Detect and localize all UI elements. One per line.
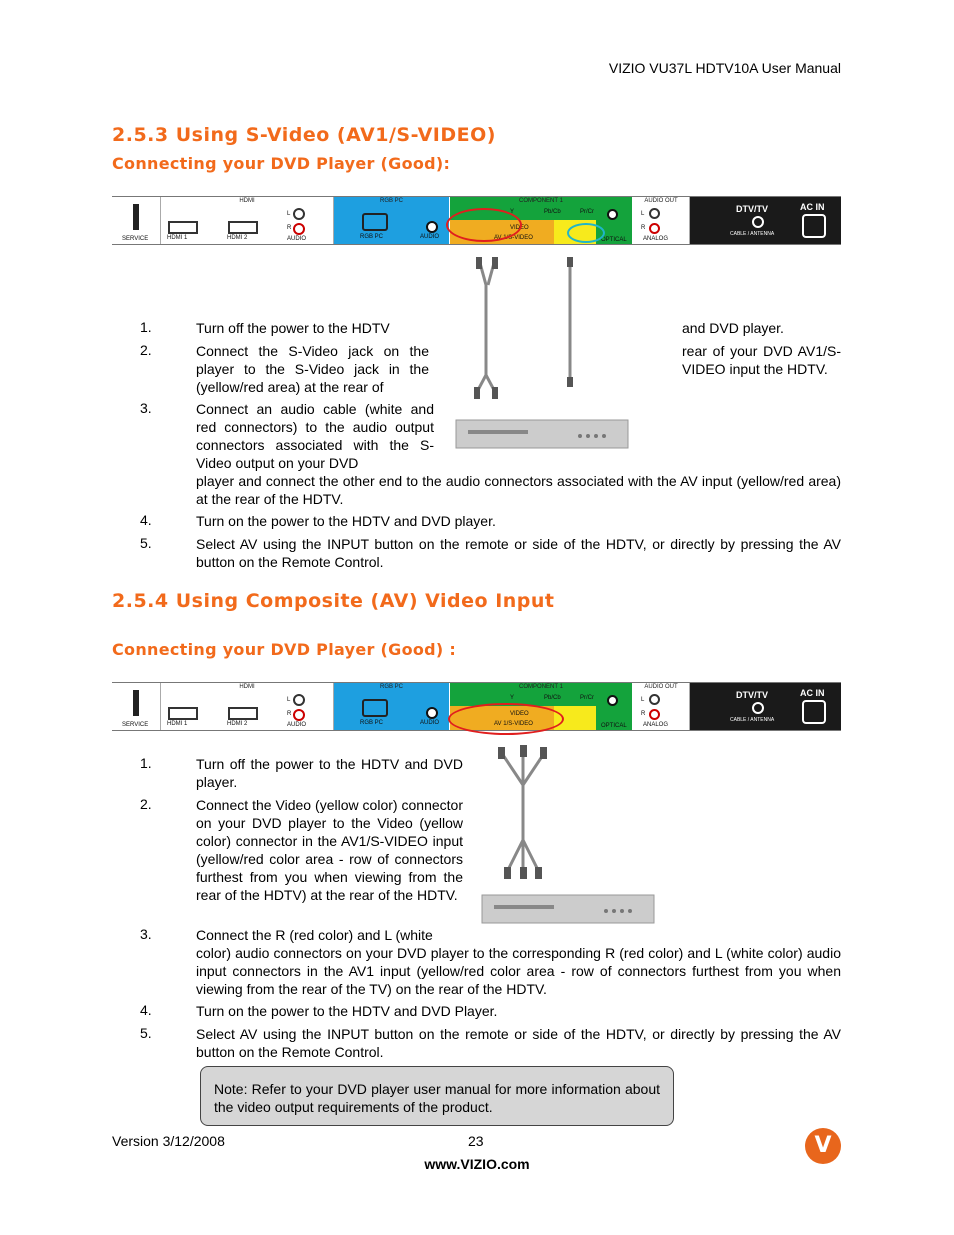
hdmi1-port-icon: [168, 707, 198, 720]
r-label: R: [287, 225, 292, 231]
s1-step3-num: 3.: [140, 400, 152, 416]
s2-step3-text-cont: color) audio connectors on your DVD player to the corresponding R (red color) and L (white color) audio input connectors in the AV1 input (yellow/red color area - row of connectors furthest from you when viewing from the rear of the TV) on the rear of the HDTV.: [196, 945, 841, 997]
hdmi2-label: HDMI 2: [227, 721, 248, 727]
av-label: AV 1/S-VIDEO: [494, 721, 533, 727]
service-label: SERVICE: [122, 722, 149, 728]
s1-step2-num: 2.: [140, 342, 152, 358]
hdmi1-port-icon: [168, 221, 198, 234]
service-segment: [112, 197, 161, 244]
service-label: SERVICE: [122, 236, 149, 242]
rgb-label: RGB PC: [360, 720, 384, 726]
s1-step4-num: 4.: [140, 512, 152, 528]
pc-audio-label: AUDIO: [420, 234, 440, 240]
comp-jack-icon: [607, 695, 618, 706]
out-l-jack-icon: [649, 208, 660, 219]
hdmi2-port-icon: [228, 221, 258, 234]
pc-audio-label: AUDIO: [420, 720, 440, 726]
rgb-label: RGB PC: [360, 234, 384, 240]
section-heading-svideo: 2.5.3 Using S-Video (AV1/S-VIDEO): [112, 124, 496, 146]
audio-l-jack-icon: [293, 208, 305, 220]
hdmi-label: HDMI: [239, 198, 255, 204]
s1-step5-num: 5.: [140, 535, 152, 551]
s1-step1-num: 1.: [140, 319, 152, 335]
ac-label: AC IN: [800, 202, 825, 212]
highlight-circle-composite: [448, 703, 564, 735]
ac-label: AC IN: [800, 688, 825, 698]
audio-label: AUDIO: [287, 722, 307, 728]
out-r-jack-icon: [649, 223, 660, 234]
pr-label: Pr/Cr: [580, 695, 594, 701]
out-r-jack-icon: [649, 709, 660, 720]
comp-jack-icon: [607, 209, 618, 220]
vga-port-icon: [362, 699, 388, 717]
cable-label: CABLE / ANTENNA: [730, 717, 775, 723]
component-label: COMPONENT 1: [519, 684, 563, 690]
s2-step1-num: 1.: [140, 755, 152, 771]
optical-label: OPTICAL: [601, 237, 627, 243]
audio-r-jack-icon: [293, 709, 305, 721]
rear-panel-diagram-2: [112, 682, 841, 731]
av-label: AV 1/S-VIDEO: [494, 235, 533, 241]
pb-label: Pb/Cb: [544, 695, 561, 701]
r-label: R: [287, 711, 292, 717]
audio-out-label: AUDIO OUT: [644, 684, 678, 690]
service-port-icon: [133, 690, 139, 716]
l-label: L: [287, 211, 291, 217]
vizio-logo-icon: V: [805, 1128, 841, 1164]
hdmi1-label: HDMI 1: [167, 721, 188, 727]
s2-step4-text: Turn on the power to the HDTV and DVD Player.: [196, 1003, 498, 1019]
s1-step2-text-right: rear of your DVD AV1/S-VIDEO input the HDTV.: [682, 343, 841, 377]
section-heading-composite: 2.5.4 Using Composite (AV) Video Input: [112, 590, 555, 612]
audio-out-label: AUDIO OUT: [644, 198, 678, 204]
out-r-label: R: [641, 225, 646, 231]
optical-label: OPTICAL: [601, 723, 627, 729]
rear-panel-diagram-1: [112, 196, 841, 245]
cable-label: CABLE / ANTENNA: [730, 231, 775, 237]
rgb-segment: [334, 683, 449, 730]
dtv-segment: [690, 197, 841, 244]
hdmi-segment: [161, 683, 334, 730]
svideo-cable-dvd-illustration: [450, 255, 640, 465]
hdmi-segment: [161, 197, 334, 244]
pb-label: Pb/Cb: [544, 209, 561, 215]
dtv-label: DTV/TV: [736, 204, 769, 214]
y-label: Y: [510, 209, 515, 215]
s2-step5-text: Select AV using the INPUT button on the remote or side of the HDTV, or directly by pressing the AV button on the Remote Control.: [196, 1026, 841, 1060]
subheading-dvd-good-2: Connecting your DVD Player (Good) :: [112, 640, 457, 659]
s1-step3-text: Connect an audio cable (white and red connectors) to the audio output connectors associated with the S-Video output on your DVD: [196, 401, 434, 471]
rgb-segment: [334, 197, 449, 244]
out-l-label: L: [641, 211, 645, 217]
out-l-label: L: [641, 697, 645, 703]
hdmi-label: HDMI: [239, 684, 255, 690]
antenna-jack-icon: [752, 702, 764, 714]
y-label: Y: [510, 695, 515, 701]
footer-version: Version 3/12/2008: [112, 1133, 225, 1149]
dtv-label: DTV/TV: [736, 690, 769, 700]
audio-l-jack-icon: [293, 694, 305, 706]
highlight-circle-av: [446, 208, 522, 242]
out-l-jack-icon: [649, 694, 660, 705]
hdmi2-port-icon: [228, 707, 258, 720]
audio-out-segment: [633, 683, 690, 730]
rgb-top-label: RGB PC: [379, 198, 403, 204]
analog-label: ANALOG: [643, 236, 669, 242]
s1-step1-text: Turn off the power to the HDTV: [196, 320, 390, 336]
manual-title: VIZIO VU37L HDTV10A User Manual: [608, 60, 841, 76]
hdmi2-label: HDMI 2: [227, 235, 248, 241]
subheading-dvd-good: Connecting your DVD Player (Good):: [112, 154, 451, 173]
hdmi1-label: HDMI 1: [167, 235, 188, 241]
dtv-segment: [690, 683, 841, 730]
s2-step3-num: 3.: [140, 926, 152, 942]
s2-step2-text: Connect the Video (yellow color) connector on your DVD player to the Video (yellow color) connector in the AV1/S-VIDEO input (yellow/red color area - row of connectors furthest from you when viewing from the rear of the HDTV) at the rear of the HDTV.: [196, 797, 463, 903]
audio-out-segment: [633, 197, 690, 244]
service-port-icon: [133, 204, 139, 230]
audio-label: AUDIO: [287, 236, 307, 242]
highlight-circle-svideo: [567, 223, 605, 243]
pr-label: Pr/Cr: [580, 209, 594, 215]
ac-socket-icon: [802, 214, 826, 238]
out-r-label: R: [641, 711, 646, 717]
s2-step3-text: Connect the R (red color) and L (white: [196, 927, 433, 943]
antenna-jack-icon: [752, 216, 764, 228]
s1-step5-text: Select AV using the INPUT button on the remote or side of the HDTV, or directly by pressing the AV button on the Remote Control.: [196, 536, 841, 570]
audio-r-jack-icon: [293, 223, 305, 235]
l-label: L: [287, 697, 291, 703]
s1-step3-text-cont: player and connect the other end to the audio connectors associated with the AV input (yellow/red area) at the rear of the HDTV.: [196, 473, 841, 507]
component-label: COMPONENT 1: [519, 198, 563, 204]
vga-port-icon: [362, 213, 388, 231]
s1-step1-text-right: and DVD player.: [682, 320, 784, 336]
composite-cable-dvd-illustration: [478, 745, 663, 935]
s2-step4-num: 4.: [140, 1002, 152, 1018]
pc-audio-jack-icon: [426, 707, 438, 719]
note-box: Note: Refer to your DVD player user manual for more information about the video output requirements of the product.: [200, 1066, 674, 1126]
s2-step5-num: 5.: [140, 1025, 152, 1041]
rgb-top-label: RGB PC: [379, 684, 403, 690]
pc-audio-jack-icon: [426, 221, 438, 233]
footer-url: www.VIZIO.com: [424, 1156, 530, 1172]
video-label: VIDEO: [510, 711, 529, 717]
video-label: VIDEO: [510, 225, 529, 231]
service-segment: [112, 683, 161, 730]
s1-step2-text: Connect the S-Video jack on the player to the S-Video jack in the (yellow/red area) at the rear of: [196, 343, 429, 395]
analog-label: ANALOG: [643, 722, 669, 728]
ac-socket-icon: [802, 700, 826, 724]
footer-page-number: 23: [468, 1133, 484, 1149]
s1-step4-text: Turn on the power to the HDTV and DVD player.: [196, 513, 496, 529]
s2-step2-num: 2.: [140, 796, 152, 812]
s2-step1-text: Turn off the power to the HDTV and DVD player.: [196, 756, 463, 790]
